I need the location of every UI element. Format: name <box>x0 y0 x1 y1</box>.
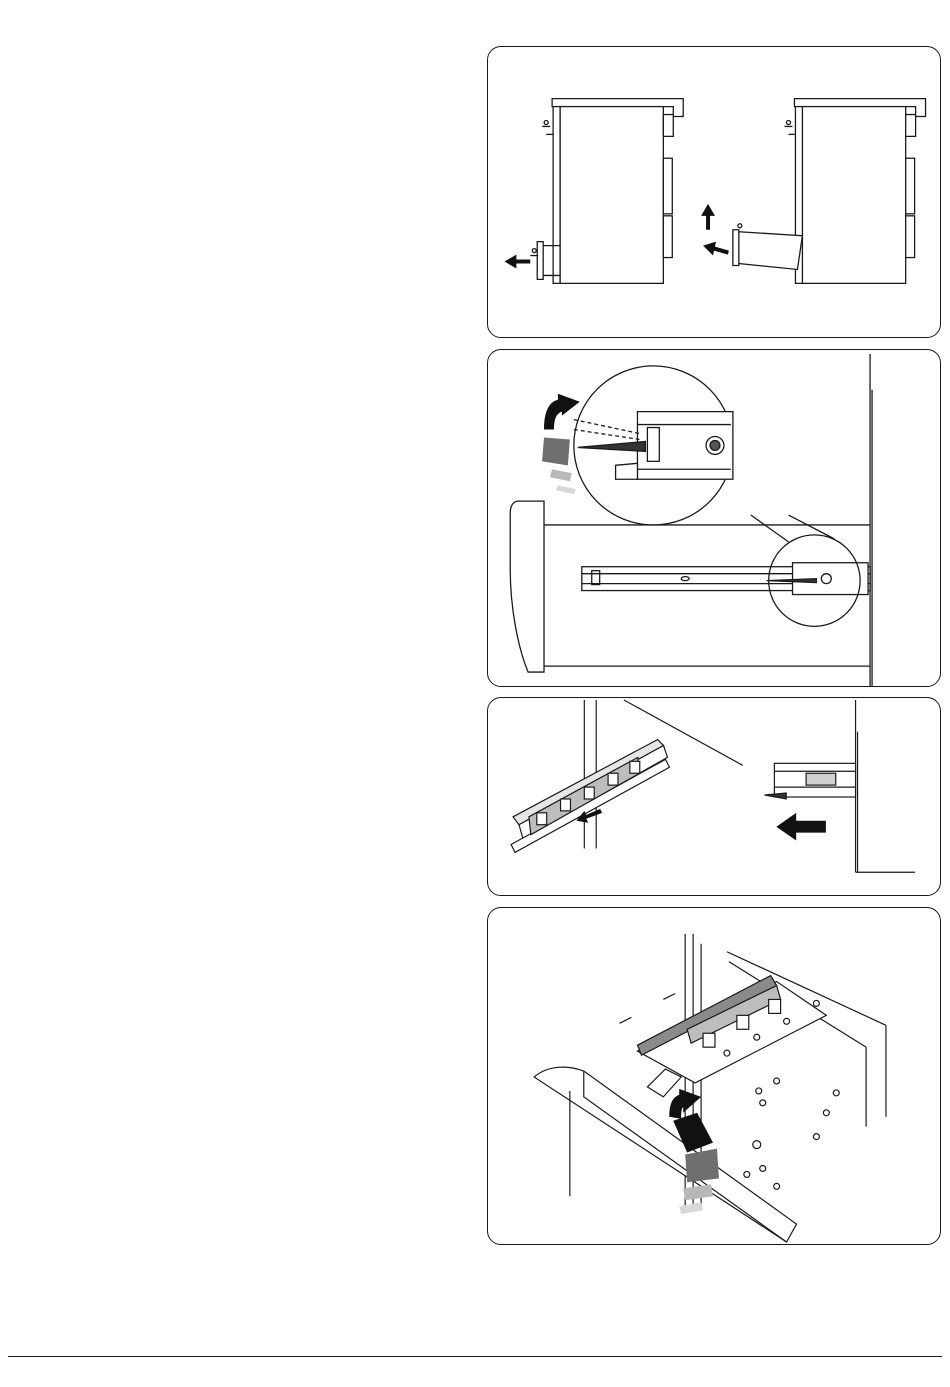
release-arrow-mid-icon <box>685 1149 719 1183</box>
lift-arrow-icon <box>544 394 580 430</box>
rail-release-panel <box>487 907 941 1245</box>
detail-callout-large-icon <box>574 366 733 525</box>
lift-arrow-mid-icon <box>542 437 570 465</box>
rail-lever-detail-figure <box>488 350 940 686</box>
footer-rule <box>8 1356 942 1357</box>
rail-end-icon <box>764 763 855 799</box>
arrow-left-icon <box>504 255 530 269</box>
left-column-blank <box>0 0 470 1340</box>
lift-arrow-light-icon <box>550 469 572 481</box>
drawer-removal-panel <box>487 46 941 338</box>
release-arrow-faint-icon <box>679 1202 703 1214</box>
lift-arrow-faint-icon <box>556 485 576 494</box>
dimension-mark-right-icon <box>663 993 675 999</box>
rail-push-panel <box>487 697 941 896</box>
dimension-mark-left-icon <box>620 1017 632 1023</box>
cabinet-right-icon <box>733 99 926 284</box>
rail-release-figure <box>488 908 940 1244</box>
rail-lever-detail-panel <box>487 349 941 687</box>
rail-push-figure <box>488 698 940 895</box>
release-arrow-light-icon <box>683 1184 713 1200</box>
arrow-back-icon <box>703 242 729 256</box>
arrow-up-icon <box>701 204 715 230</box>
rail-perspective-icon <box>511 740 669 853</box>
drawer-front-icon <box>510 501 544 672</box>
push-arrow-icon <box>776 813 825 841</box>
cabinet-left-icon <box>530 99 683 284</box>
rail-icon <box>582 563 870 595</box>
drawer-removal-figure <box>488 47 940 337</box>
